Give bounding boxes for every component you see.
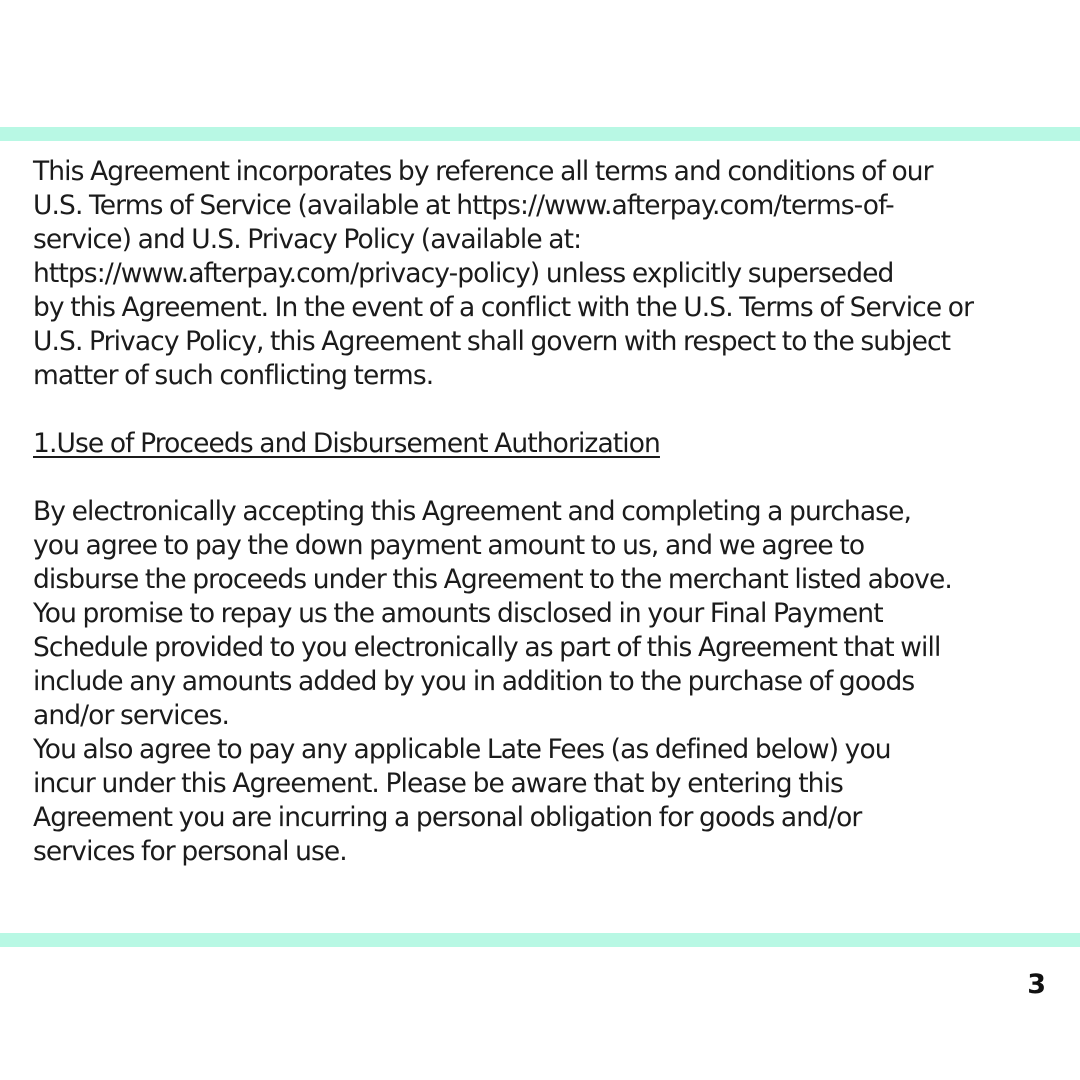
section-paragraph-2: You also agree to pay any applicable Late Fees (as defined below) you incur under this Agreement. Please be aware that by entering this Agreement you are incurring a personal obligation for goods and/or services for personal use. <box>33 734 891 867</box>
bottom-accent-band <box>0 933 1080 947</box>
spacer <box>33 461 1063 495</box>
intro-paragraph: This Agreement incorporates by reference all terms and conditions of our U.S. Terms of Service (available at https://www.afterpay.com/terms-of- service) and U.S. Privacy Policy (available at: https://www.afterpay.com/privacy-policy) unless explicitly superseded by this Agreement. In the event of a conflict with the U.S. Terms of Service or U.S. Privacy Policy, this Agreement shall govern with respect to the subject matter of such conflicting terms. <box>33 156 974 391</box>
spacer <box>33 393 1063 427</box>
section-heading: 1.Use of Proceeds and Disbursement Authorization <box>33 428 660 459</box>
agreement-content <box>33 155 1063 869</box>
top-accent-band <box>0 127 1080 141</box>
section-paragraph-1: By electronically accepting this Agreement and completing a purchase, you agree to pay the down payment amount to us, and we agree to disburse the proceeds under this Agreement to the merchant listed above. You promise to repay us the amounts disclosed in your Final Payment Schedule provided to you electronically as part of this Agreement that will include any amounts added by you in addition to the purchase of goods and/or services. <box>33 496 952 731</box>
page-number: 3 <box>1027 969 1046 1000</box>
